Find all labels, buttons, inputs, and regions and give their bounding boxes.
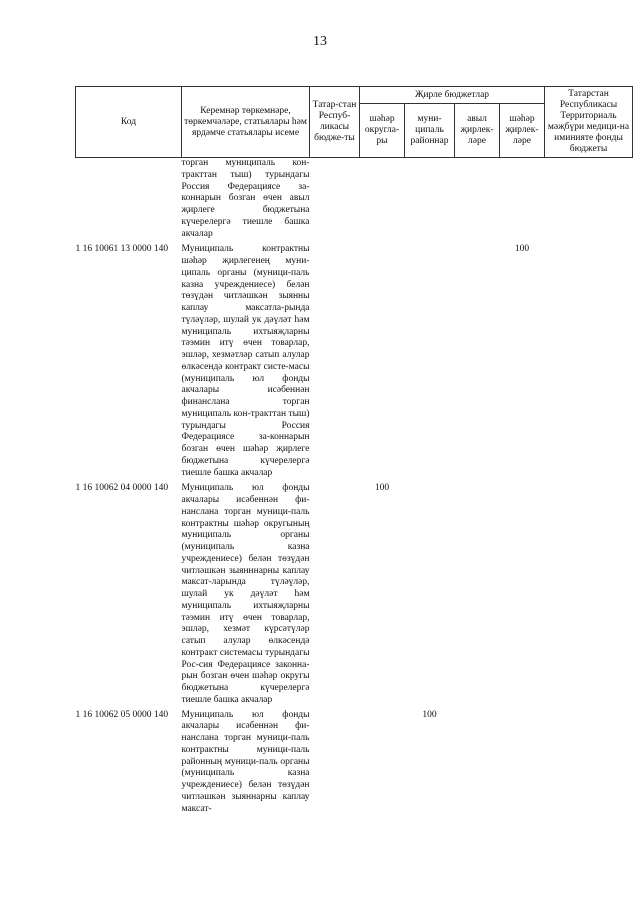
row-municipal-districts-value [405,479,455,706]
row-fund-value [545,707,633,816]
row-fund-value [545,240,633,479]
header-city-districts: шәһәр округла-ры [360,104,405,158]
table-row [76,240,633,479]
budget-table [75,86,633,815]
row-urban-value [500,479,545,706]
row-name: Муниципаль контрактны шәһәр җирлегенең муни-ципаль органы (муници-паль казна учреждениесе) белән төзүдән читләшкән зыянны каплау максатла-рында түләүләр, шулай ук дәүләт һәм муниципаль ихтыяҗларны тәэмин итү өчен товарлар, эшләр, хезмәтләр сатып алулар өлкәсендә контракт систе-масы (муниципаль юл фонды акчалары исәбеннән финанслана торган муниципаль кон-тракттан тыш) турындагы Россия Федерациясе за-коннарын бозган өчен шәһәр җирлеге бюджетына күчерелергә тиешле башка акчалар [181,244,310,478]
row-tatarstan-value [310,158,360,241]
header-urban-settlements: шәһәр җирлек-ләре [500,104,545,158]
row-rural-value [455,240,500,479]
row-code [76,158,182,241]
table-row [76,707,633,816]
row-name: торган муниципаль кон-тракттан тыш) турындагы Россия Федерациясе за-коннарын бозган өчен авыл җирлеге бюджетына күчерелергә тиешле башка акчалар [181,158,310,239]
header-municipal-districts: муни-ципаль районнар [405,104,455,158]
table-header [76,87,633,158]
row-code: 1 16 10062 04 0000 140 [75,483,169,494]
row-city-districts-value: 100 [374,483,390,494]
row-city-districts-value [360,240,405,479]
header-tatarstan-budget: Татар-стан Респуб-ликасы бюдже-ты [310,87,360,158]
row-municipal-districts-value [405,240,455,479]
row-rural-value [455,479,500,706]
row-fund-value [545,479,633,706]
row-code: 1 16 10061 13 0000 140 [75,244,169,255]
row-urban-value: 100 [514,244,530,255]
page-number: 13 [313,34,327,49]
row-tatarstan-value [310,707,360,816]
header-medical-insurance-fund: Татарстан Республикасы Территориаль мәҗбүри медици-на иминияте фонды бюджеты [545,87,633,158]
row-fund-value [545,158,633,241]
row-urban-value [500,707,545,816]
row-city-districts-value [360,707,405,816]
row-name: Муниципаль юл фонды акчалары исәбеннән фи-нанслана торган муници-паль контрактны шәһәр округының муниципаль органы (муниципаль казна учреждениесе) белән төзүдән читләшкән зыянннарны каплау максат-ларында түләүләр, шулай ук дәүләт һәм муниципаль ихтыяҗларны тәэмин итү өчен товарлар, эшләр, хезмәт күрсәтүләр сатып алулар өлкәсендә контракт системасы турындагы Рос-сия Федерациясе законна-рын бозган өчен шәһәр округы бюджетына күчерелергә тиешле башка акчалар [181,483,310,705]
row-tatarstan-value [310,479,360,706]
header-code: Код [76,87,182,158]
table-row [76,158,633,241]
row-code: 1 16 10062 05 0000 140 [75,709,169,720]
row-rural-value [455,158,500,241]
table-body [76,158,633,816]
row-city-districts-value [360,158,405,241]
header-local-budgets: Җирле бюджетлар [360,87,545,104]
row-municipal-districts-value [405,158,455,241]
row-name: Муниципаль юл фонды акчалары исәбеннән фи-нанслана торган муници-паль контрактны муници-паль районның муници-паль органы (муниципаль казна учреждениесе) белән төзүдән читләшкән зыяннарны каплау максат- [181,709,310,814]
row-tatarstan-value [310,240,360,479]
row-rural-value [455,707,500,816]
row-urban-value [500,158,545,241]
header-rural-settlements: авыл җирлек-ләре [455,104,500,158]
table-row [76,479,633,706]
row-municipal-districts-value: 100 [422,709,437,720]
header-name: Керемнәр төркемнәре, төркемчәләре, статьялары һәм ярдәмче статьялары исеме [182,87,310,158]
